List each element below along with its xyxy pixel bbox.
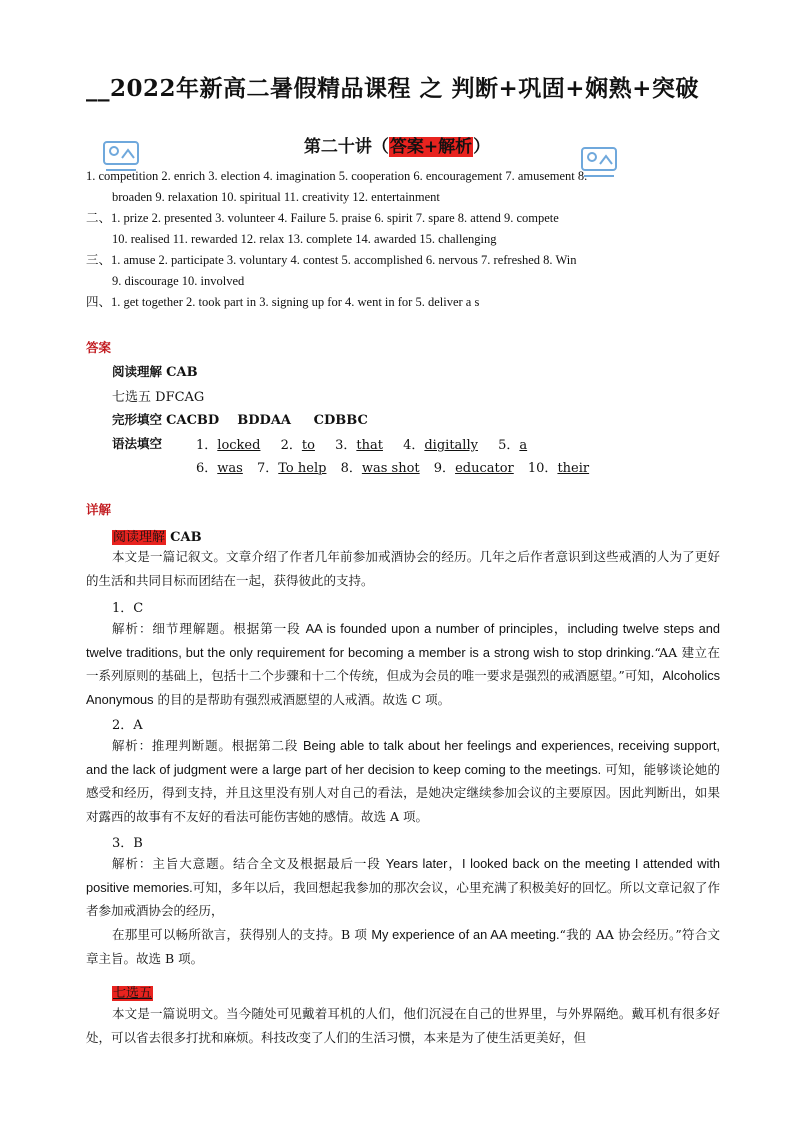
q3-quote-2: My experience of an AA meeting. <box>371 927 560 942</box>
cloze-label: 完形填空 <box>112 412 163 427</box>
q1-quote: AA is founded upon a number of principles，including twelve steps and twelve traditions, but the only requirement for becoming a member is a strong wish to stop drinking. <box>86 621 721 660</box>
seven-tag: 七选五 <box>113 986 153 1001</box>
grammar-answer: was shot <box>361 461 420 476</box>
grammar-answer: was <box>217 461 243 476</box>
reading-tag-value: CAB <box>170 530 202 545</box>
answer-seven <box>112 386 204 405</box>
grammar-answer: digitally <box>424 438 478 453</box>
lecture-suffix: ） <box>473 137 491 157</box>
reading-intro: 本文是一篇记叙文。文章介绍了作者几年前参加戒酒协会的经历。几年之后作者意识到这些戒酒的人为了更好的生活和共同目标而团结在一起，获得彼此的支持。 <box>86 549 720 588</box>
q2-number: 2．A <box>112 718 143 733</box>
q3-explanation <box>86 852 720 923</box>
grammar-answer: educator <box>455 461 514 476</box>
grammar-row-1 <box>196 434 527 453</box>
grammar-num: 6． <box>196 461 218 476</box>
q1-text-a: 解析：细节理解题。根据第一段 <box>112 621 306 636</box>
q3-explanation-2 <box>86 923 720 970</box>
seven-intro: 本文是一篇说明文。当今随处可见戴着耳机的人们，他们沉浸在自己的世界里，与外界隔绝。戴耳机有很多好处，可以省去很多打扰和麻烦。科技改变了人们的生活习惯，本来是为了使生活更美好，但 <box>86 1006 720 1045</box>
grammar-answer: locked <box>217 438 261 453</box>
seven-value: DFCAG <box>155 390 205 405</box>
q3-text-b: 可知，多年以后，我回想起我参加的那次会议，心里充满了积极美好的回忆。所以文章记叙了作者参加戒酒协会的经历， <box>86 879 720 918</box>
q3-number: 3．B <box>112 836 143 851</box>
details-reading-tag-row <box>112 526 202 545</box>
lecture-highlight: 答案+解析 <box>389 137 473 157</box>
grammar-num: 7． <box>256 461 279 476</box>
key-line-3: 二、1. prize 2. presented 3. volunteer 4. Failure 5. praise 6. spirit 7. spare 8. attend 9. compete <box>86 211 559 225</box>
details-heading: 详解 <box>86 502 112 517</box>
q3-text-c: 在那里可以畅所欲言，获得别人的支持。B 项 <box>112 927 372 942</box>
grammar-num: 3． <box>335 438 357 453</box>
q1-text-b: “AA 建立在一系列原则的基础上，包括十二个步骤和十二个传统，但成为会员的唯一要求是强烈的戒酒愿望。”可知， <box>86 644 721 683</box>
grammar-answer: their <box>557 461 590 476</box>
q2-quote: Being able to talk about her feelings and experiences, receiving support, and the lack of judgment were a large part of her decision to keep coming to the meetings. <box>86 738 720 777</box>
grammar-answer: that <box>356 438 383 453</box>
lecture-prefix: 第二十讲（ <box>303 137 389 157</box>
q3-quote: Years later，I looked back on the meeting I attended with positive memories. <box>86 856 720 895</box>
seven-label: 七选五 <box>112 390 152 405</box>
q1-number: 1．C <box>112 601 144 616</box>
reading-tag: 阅读理解 <box>113 530 166 545</box>
key-line-6: 9. discourage 10. involved <box>112 274 245 288</box>
reading-label: 阅读理解 <box>112 364 163 379</box>
grammar-answer: a <box>519 438 528 453</box>
key-line-2: broaden 9. relaxation 10. spiritual 11. creativity 12. entertainment <box>112 190 440 204</box>
document-title: __2022年新高二暑假精品课程 之 判断+巩固+娴熟+突破 <box>86 75 699 102</box>
answers-heading: 答案 <box>86 340 112 355</box>
answer-reading <box>112 362 198 380</box>
q1-explanation <box>86 617 720 711</box>
grammar-num: 4． <box>403 438 425 453</box>
key-line-1: 1. competition 2. enrich 3. election 4. imagination 5. cooperation 6. encouragement 7. amusement 8. <box>86 169 588 183</box>
answer-cloze <box>112 410 368 428</box>
q2-explanation <box>86 734 720 828</box>
grammar-answer: To help <box>278 461 327 476</box>
grammar-row-2 <box>196 457 589 476</box>
grammar-num: 8． <box>340 461 362 476</box>
grammar-num: 2． <box>280 438 302 453</box>
grammar-num: 9． <box>433 461 456 476</box>
grammar-label: 语法填空 <box>112 436 163 451</box>
details-seven-tag-row <box>112 982 153 1001</box>
grammar-answer: to <box>301 438 315 453</box>
q3-text-d: “我的 AA 协会经历。”符合文章主旨。故选 B 项。 <box>86 927 720 966</box>
q3-text-a: 解析：主旨大意题。结合全文及根据最后一段 <box>112 856 386 871</box>
answer-grammar-label-row <box>112 434 162 452</box>
key-line-4: 10. realised 11. rewarded 12. relax 13. complete 14. awarded 15. challenging <box>112 232 497 246</box>
reading-value: CAB <box>166 365 198 380</box>
grammar-num: 1． <box>196 438 218 453</box>
q2-text-b: 可知，能够谈论她的感受和经历，得到支持，并且这里没有别人对自己的看法，是她决定继续参加会议的主要原因。因此判断出，如果对露西的故事有不友好的看法可能伤害她的感情。故选 A 项。 <box>86 761 720 824</box>
key-line-5: 三、1. amuse 2. participate 3. voluntary 4. contest 5. accomplished 6. nervous 7. refreshed 8. Win <box>86 253 577 267</box>
q2-text-a: 解析：推理判断题。根据第二段 <box>112 738 303 753</box>
lecture-heading <box>0 132 794 157</box>
key-line-7: 四、1. get together 2. took part in 3. signing up for 4. went in for 5. deliver a s <box>86 295 480 309</box>
q1-text-c: 的目的是帮助有强烈戒酒愿望的人戒酒。故选 C 项。 <box>153 691 451 707</box>
cloze-value: CACBD BDDAA CDBBC <box>166 413 368 428</box>
grammar-num: 10． <box>527 461 558 476</box>
grammar-num: 5． <box>498 438 520 453</box>
q1-quote-2: Alcoholics Anonymous <box>86 668 720 707</box>
